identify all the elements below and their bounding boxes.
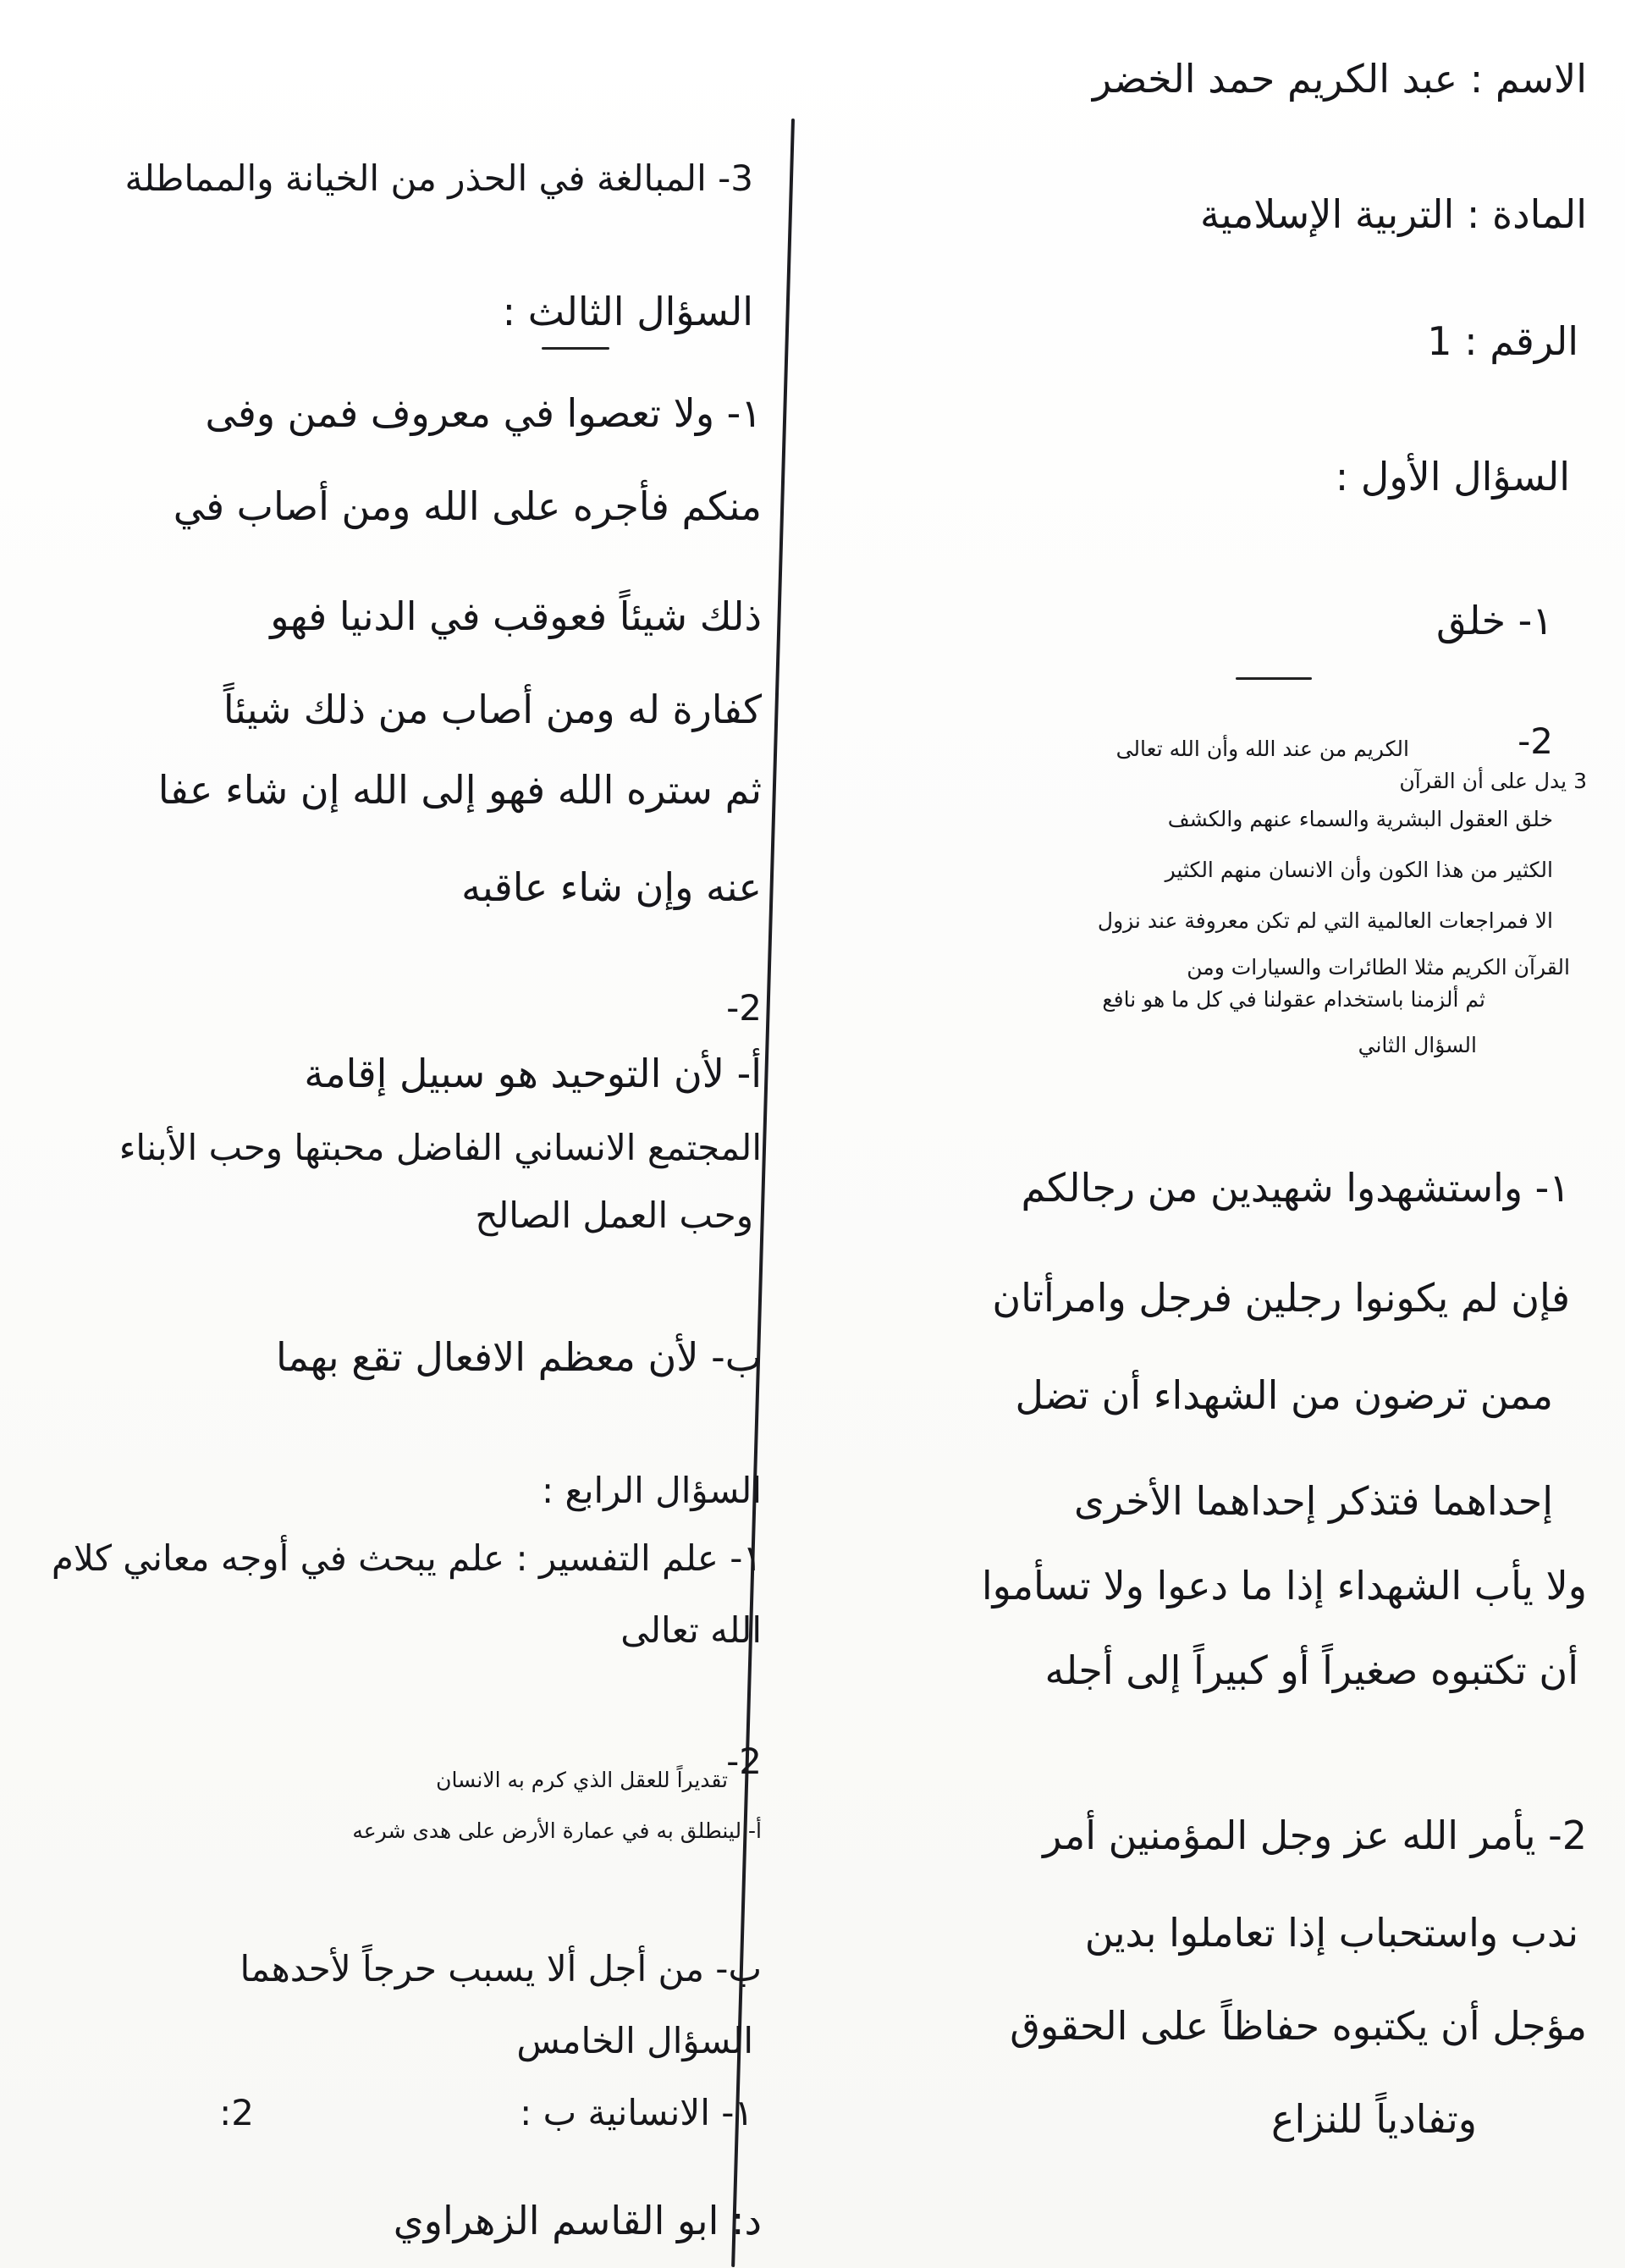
q2-item2-line: مؤجل أن يكتبوه حفاظاً على الحقوق	[1010, 2003, 1587, 2049]
left-column	[0, 0, 779, 2268]
q4-title: السؤال الرابع :	[541, 1470, 762, 1511]
q1-item2-number: 2-	[1518, 720, 1553, 762]
q4-item2-line: أ- لينطلق به في عمارة الأرض على هدى شرعه	[352, 1818, 762, 1843]
q3-hadith-line: كفارة له ومن أصاب من ذلك شيئاً	[223, 687, 762, 732]
q2-verse-line: ولا يأب الشهداء إذا ما دعوا ولا تسأموا	[981, 1563, 1587, 1609]
subject-line: المادة : التربية الإسلامية	[1200, 191, 1587, 237]
q4-item1-line: ١- علم التفسير : علم يبحث في أوجه معاني كلام	[51, 1537, 762, 1579]
q3-hadith-line: ثم ستره الله فهو إلى الله إن شاء عفا	[157, 767, 762, 813]
q3-item2b: ب- لأن معظم الافعال تقع بهما	[275, 1334, 762, 1380]
underline-mark	[1236, 677, 1312, 680]
q3-hadith-line: ١- ولا تعصوا في معروف فمن وفى	[205, 390, 762, 436]
q4-item2-number: 2-	[726, 1741, 762, 1782]
q5-item-d: د: ابو القاسم الزهراوي	[393, 2198, 762, 2243]
q2-verse-line: ممن ترضون من الشهداء أن تضل	[1015, 1372, 1553, 1418]
q2-verse-line: فإن لم يكونوا رجلين فرجل وامرأتان	[992, 1275, 1570, 1321]
number-line: الرقم : 1	[1427, 318, 1578, 364]
q3-hadith-line: منكم فأجره على الله ومن أصاب في	[173, 483, 762, 529]
q5-item1: ١- الانسانية ب :	[520, 2092, 753, 2133]
q3-hadith-line: ذلك شيئاً فعوقب في الدنيا فهو	[270, 593, 762, 639]
q3-item2-line: المجتمع الانساني الفاضل محبتها وحب الأبناء	[118, 1127, 762, 1168]
q1-item2-line: القرآن الكريم مثلا الطائرات والسيارات ومن	[1187, 955, 1570, 979]
q3-hadith-line: عنه وإن شاء عاقبه	[461, 864, 762, 910]
q1-item2-line: خلق العقول البشرية والسماء عنهم والكشف	[1167, 807, 1553, 831]
q2-verse-line: أن تكتبوه صغيراً أو كبيراً إلى أجله	[1044, 1647, 1578, 1693]
q4-item2b: ب- من أجل ألا يسبب حرجاً لأحدهما	[240, 1948, 762, 1989]
q1-item2-line: الكريم من عند الله وأن الله تعالى	[1115, 737, 1409, 761]
q1-item2-line: ثم ألزمنا باستخدام عقولنا في كل ما هو نافع	[1102, 987, 1485, 1012]
q2-item2-line: 2- يأمر الله عز وجل المؤمنين أمر	[1043, 1813, 1587, 1858]
q3-title: السؤال الثالث :	[502, 289, 753, 334]
q1-item2-line: الا فمراجعات العالمية التي لم تكن معروفة عند نزول	[1097, 908, 1553, 933]
right-column	[821, 0, 1604, 2268]
student-name: الاسم : عبد الكريم حمد الخضر	[1092, 56, 1587, 102]
q2-item2-line: وتفادياً للنزاع	[1271, 2096, 1477, 2142]
q4-item1-line: الله تعالى	[620, 1609, 762, 1651]
item3-line: 3- المبالغة في الحذر من الخيانة والمماطلة	[124, 157, 753, 199]
q2-title: السؤال الثاني	[1358, 1033, 1477, 1057]
q3-item2-line: وحب العمل الصالح	[475, 1195, 753, 1236]
q1-item2-line: الكثير من هذا الكون وأن الانسان منهم الكثير	[1165, 858, 1553, 882]
q5-mark: 2:	[219, 2092, 254, 2133]
q1-item1: ١- خلق	[1436, 598, 1553, 643]
q3-item2-number: 2-	[726, 987, 762, 1029]
q1-title: السؤال الأول :	[1335, 454, 1570, 499]
q2-verse-line: إحداهما فتذكر إحداهما الأخرى	[1073, 1478, 1553, 1524]
q3-item2-line: أ- لأن التوحيد هو سبيل إقامة	[304, 1051, 762, 1096]
q1-item2-line: 3 يدل على أن القرآن	[1399, 769, 1587, 793]
underline-mark	[542, 347, 609, 350]
q2-item2-line: ندب واستحباب إذا تعاملوا بدين	[1084, 1910, 1578, 1956]
q2-verse-line: ١- واستشهدوا شهيدين من رجالكم	[1021, 1165, 1570, 1211]
q5-title: السؤال الخامس	[516, 2020, 753, 2061]
q4-item2-line: تقديراً للعقل الذي كرم به الانسان	[436, 1768, 728, 1792]
